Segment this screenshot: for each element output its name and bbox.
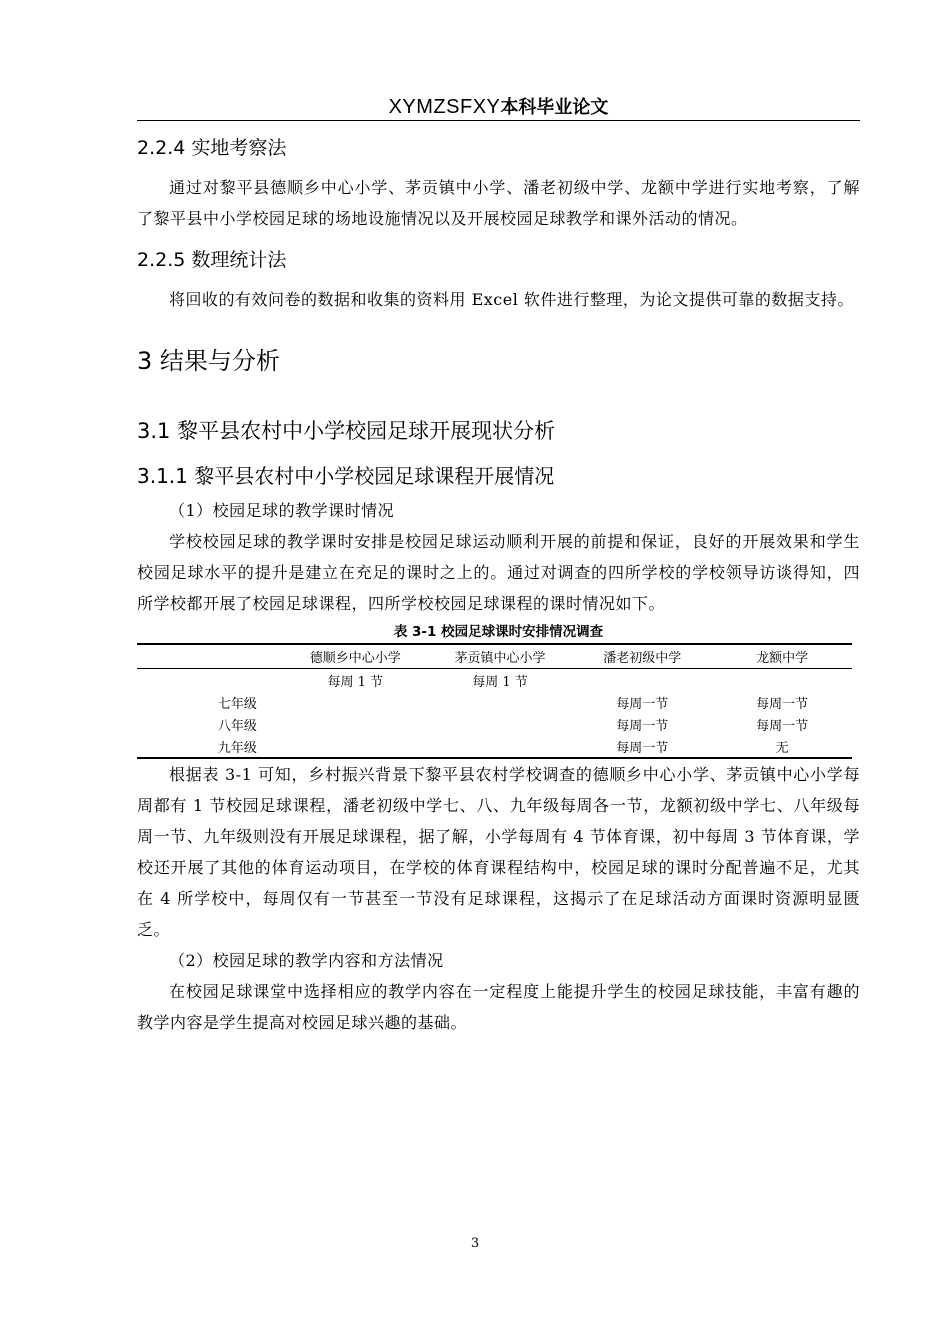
table-header-cell: 龙额中学 (712, 644, 852, 669)
table-header-row (137, 644, 852, 669)
table-cell: 八年级 (217, 718, 257, 734)
table-cell: 每周一节 (616, 696, 669, 712)
section-3-1-1-paragraph-2: 根据表 3-1 可知，乡村振兴背景下黎平县农村学校调查的德顺乡中心小学、茅贡镇中心小学每周都有 1 节校园足球课程，潘老初级中学七、八、九年级每周各一节，龙额初级中学七、八年级每周一节、九年级则没有开展足球课程，据了解，小学每周有 4 节体育课，初中每周 3 节体育课，学校还开展了其他的体育运动项目，在学校的体育课程结构中，校园足球的课时分配普遍不足，尤其在 4 所学校中，每周仅有一节甚至一节没有足球课程，这揭示了在足球活动方面课时资源明显匮乏。 (137, 765, 860, 939)
table-header-cell: 德顺乡中心小学 (283, 644, 428, 669)
table-cell (428, 691, 573, 713)
header-code: XYMZSFXY (388, 96, 501, 118)
table-cell: 无 (775, 740, 789, 756)
table-row (137, 691, 852, 713)
table-cell (283, 713, 428, 735)
table-cell (283, 735, 428, 758)
class-hours-table (137, 643, 852, 759)
table-cell (712, 669, 852, 692)
table-row (137, 735, 852, 758)
table-caption: 表 3-1 校园足球课时安排情况调查 (393, 624, 604, 640)
table-cell: 九年级 (217, 740, 257, 756)
section-2-2-4-paragraph: 通过对黎平县德顺乡中心小学、茅贡镇中小学、潘老初级中学、龙额中学进行实地考察，了解了黎平县中小学校园足球的场地设施情况以及开展校园足球教学和课外活动的情况。 (137, 178, 860, 228)
table-cell: 七年级 (217, 696, 257, 712)
table-cell (572, 669, 712, 692)
section-3-1-heading: 3.1 黎平县农村中小学校园足球开展现状分析 (137, 419, 556, 443)
table-cell (428, 735, 573, 758)
subsection-1-label: （1）校园足球的教学课时情况 (169, 501, 395, 520)
running-header (137, 92, 860, 121)
table-row (137, 713, 852, 735)
table-cell: 每周一节 (756, 718, 809, 734)
section-3-1-1-paragraph-3: 在校园足球课堂中选择相应的教学内容在一定程度上能提升学生的校园足球技能，丰富有趣的教学内容是学生提高对校园足球兴趣的基础。 (137, 982, 860, 1032)
section-2-2-5-paragraph: 将回收的有效问卷的数据和收集的资料用 Excel 软件进行整理，为论文提供可靠的数据支持。 (169, 290, 854, 309)
section-2-2-4-heading: 2.2.4 实地考察法 (137, 137, 287, 159)
table-cell (283, 691, 428, 713)
table-cell: 每周一节 (756, 696, 809, 712)
table-row (137, 669, 852, 692)
header-title: 本科毕业论文 (500, 97, 609, 118)
table-cell: 每周一节 (616, 718, 669, 734)
section-2-2-5-heading: 2.2.5 数理统计法 (137, 249, 287, 271)
subsection-2-label: （2）校园足球的教学内容和方法情况 (169, 951, 444, 970)
table-cell: 每周 1 节 (472, 674, 528, 690)
table-cell: 每周 1 节 (327, 674, 383, 690)
table-header-cell: 茅贡镇中心小学 (428, 644, 573, 669)
section-3-1-1-paragraph-1: 学校校园足球的教学课时安排是校园足球运动顺利开展的前提和保证，良好的开展效果和学生校园足球水平的提升是建立在充足的课时之上的。通过对调查的四所学校的学校领导访谈得知，四所学校都开展了校园足球课程，四所学校校园足球课程的课时情况如下。 (137, 532, 860, 613)
table-header-cell: 潘老初级中学 (572, 644, 712, 669)
page-number: 3 (470, 1236, 480, 1251)
table-header-cell (137, 644, 283, 669)
chapter-3-heading: 3 结果与分析 (137, 347, 280, 375)
table-cell: 每周一节 (616, 740, 669, 756)
page-body (137, 128, 860, 1038)
table-cell (137, 669, 283, 692)
section-3-1-1-heading: 3.1.1 黎平县农村中小学校园足球课程开展情况 (137, 464, 555, 488)
table-cell (428, 713, 573, 735)
